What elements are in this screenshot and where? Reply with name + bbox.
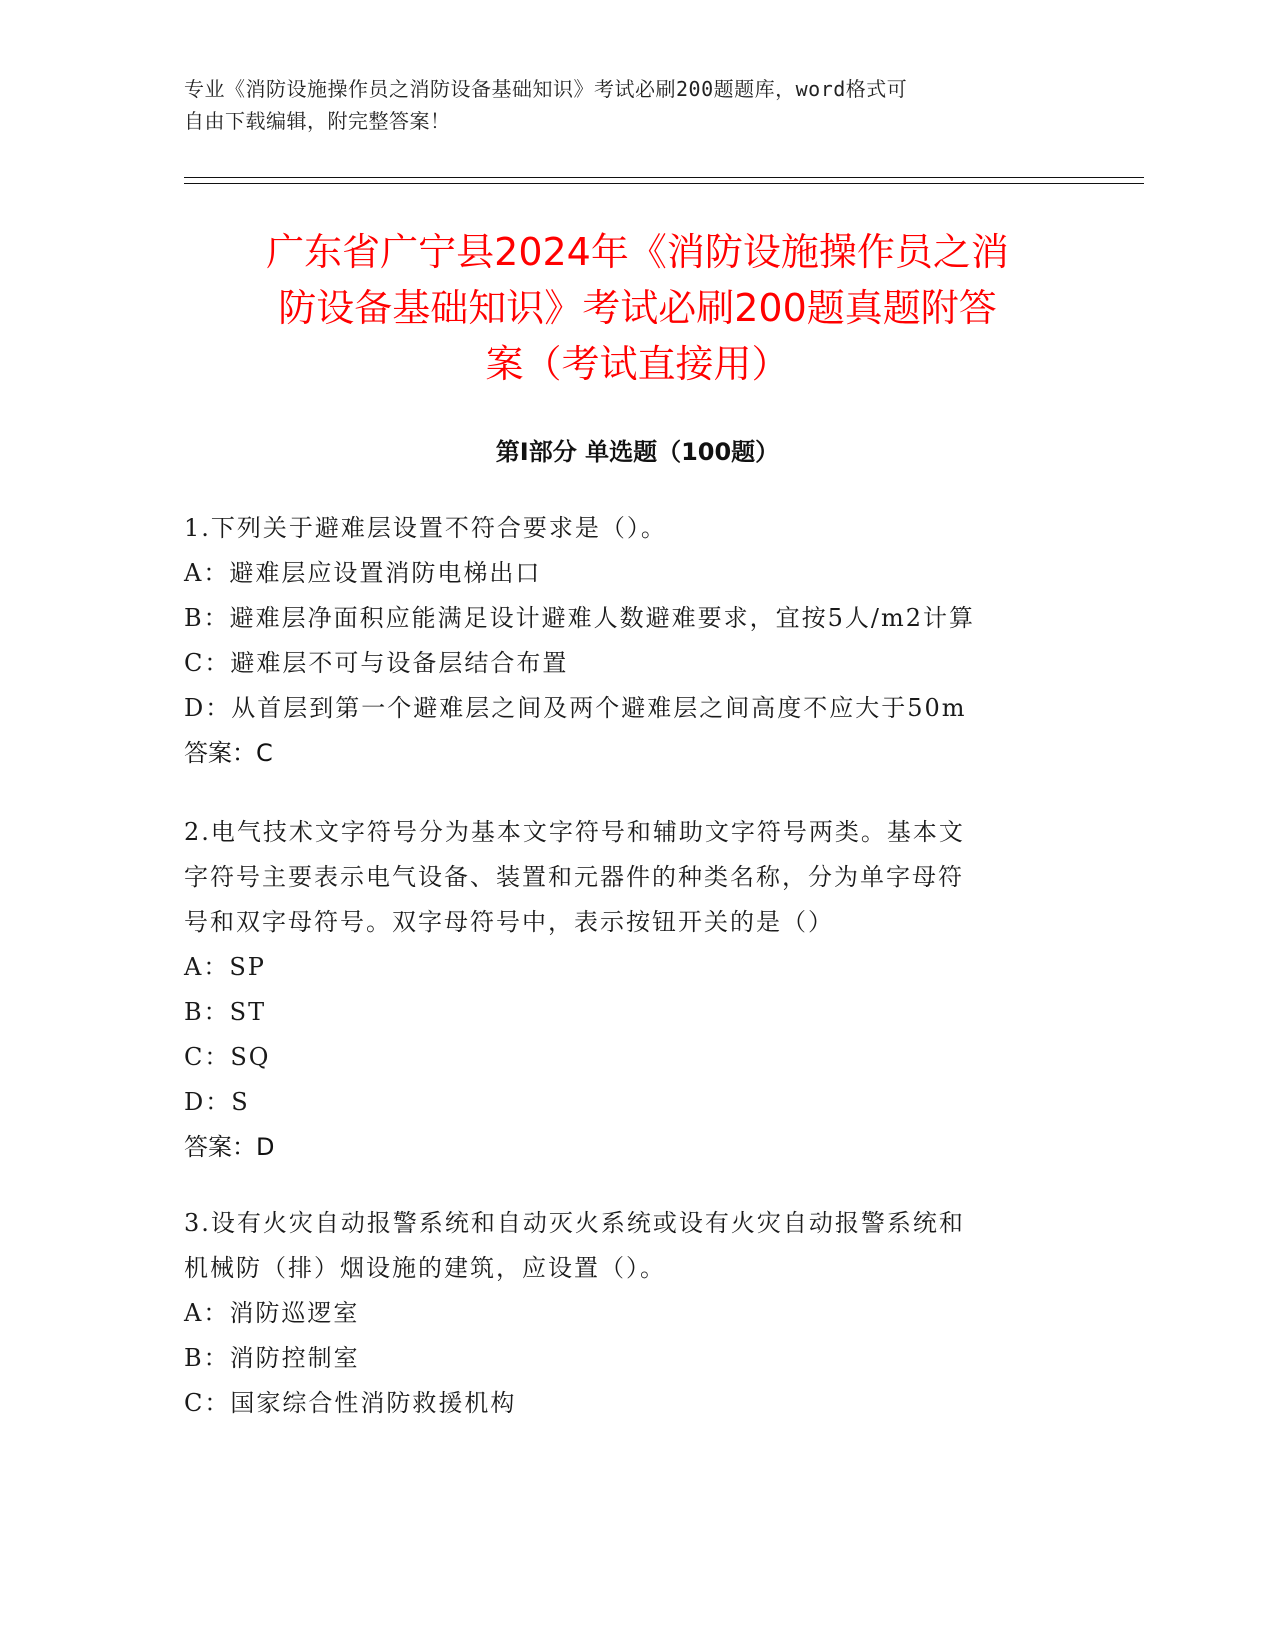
question-option: A：消防巡逻室 bbox=[184, 1299, 360, 1327]
question-stem: 号和双字母符号。双字母符号中，表示按钮开关的是（） bbox=[184, 908, 834, 936]
question-option: C：国家综合性消防救援机构 bbox=[184, 1389, 517, 1417]
question-option: D：S bbox=[184, 1088, 250, 1116]
question-option: A：避难层应设置消防电梯出口 bbox=[184, 559, 542, 587]
question-stem: 机械防（排）烟设施的建筑，应设置（）。 bbox=[184, 1254, 666, 1282]
question-answer: 答案：D bbox=[184, 1133, 275, 1161]
question-answer: 答案：C bbox=[184, 739, 273, 767]
question-stem: 2.电气技术文字符号分为基本文字符号和辅助文字符号两类。基本文 bbox=[184, 818, 965, 846]
question-option: C：避难层不可与设备层结合布置 bbox=[184, 649, 569, 677]
question-stem: 字符号主要表示电气设备、装置和元器件的种类名称，分为单字母符 bbox=[184, 863, 964, 891]
question-option: B：消防控制室 bbox=[184, 1344, 360, 1372]
header-note-line: 专业《消防设施操作员之消防设备基础知识》考试必刷200题题库，word格式可 bbox=[184, 77, 908, 101]
header-divider bbox=[184, 177, 1144, 178]
header-note-line: 自由下载编辑，附完整答案！ bbox=[184, 109, 451, 133]
question-option: A：SP bbox=[184, 953, 266, 981]
question-3 bbox=[184, 1201, 1084, 1426]
question-option: D：从首层到第一个避难层之间及两个避难层之间高度不应大于50m bbox=[184, 694, 967, 722]
question-option: C：SQ bbox=[184, 1043, 271, 1071]
question-stem: 3.设有火灾自动报警系统和自动灭火系统或设有火灾自动报警系统和 bbox=[184, 1209, 965, 1237]
section-heading: 第Ⅰ部分 单选题（100题） bbox=[495, 438, 780, 466]
title-line: 防设备基础知识》考试必刷200题真题附答 bbox=[278, 286, 997, 330]
question-option: B：避难层净面积应能满足设计避难人数避难要求，宜按5人/m2计算 bbox=[184, 604, 976, 632]
question-2 bbox=[184, 810, 1084, 1170]
question-option: B：ST bbox=[184, 998, 267, 1026]
header-note bbox=[184, 73, 1064, 137]
question-1 bbox=[184, 506, 1084, 776]
question-stem: 1.下列关于避难层设置不符合要求是（）。 bbox=[184, 514, 667, 542]
document-title bbox=[150, 224, 1125, 392]
title-line: 案（考试直接用） bbox=[485, 342, 790, 386]
title-line: 广东省广宁县2024年《消防设施操作员之消 bbox=[266, 230, 1009, 274]
header-divider bbox=[184, 183, 1144, 184]
